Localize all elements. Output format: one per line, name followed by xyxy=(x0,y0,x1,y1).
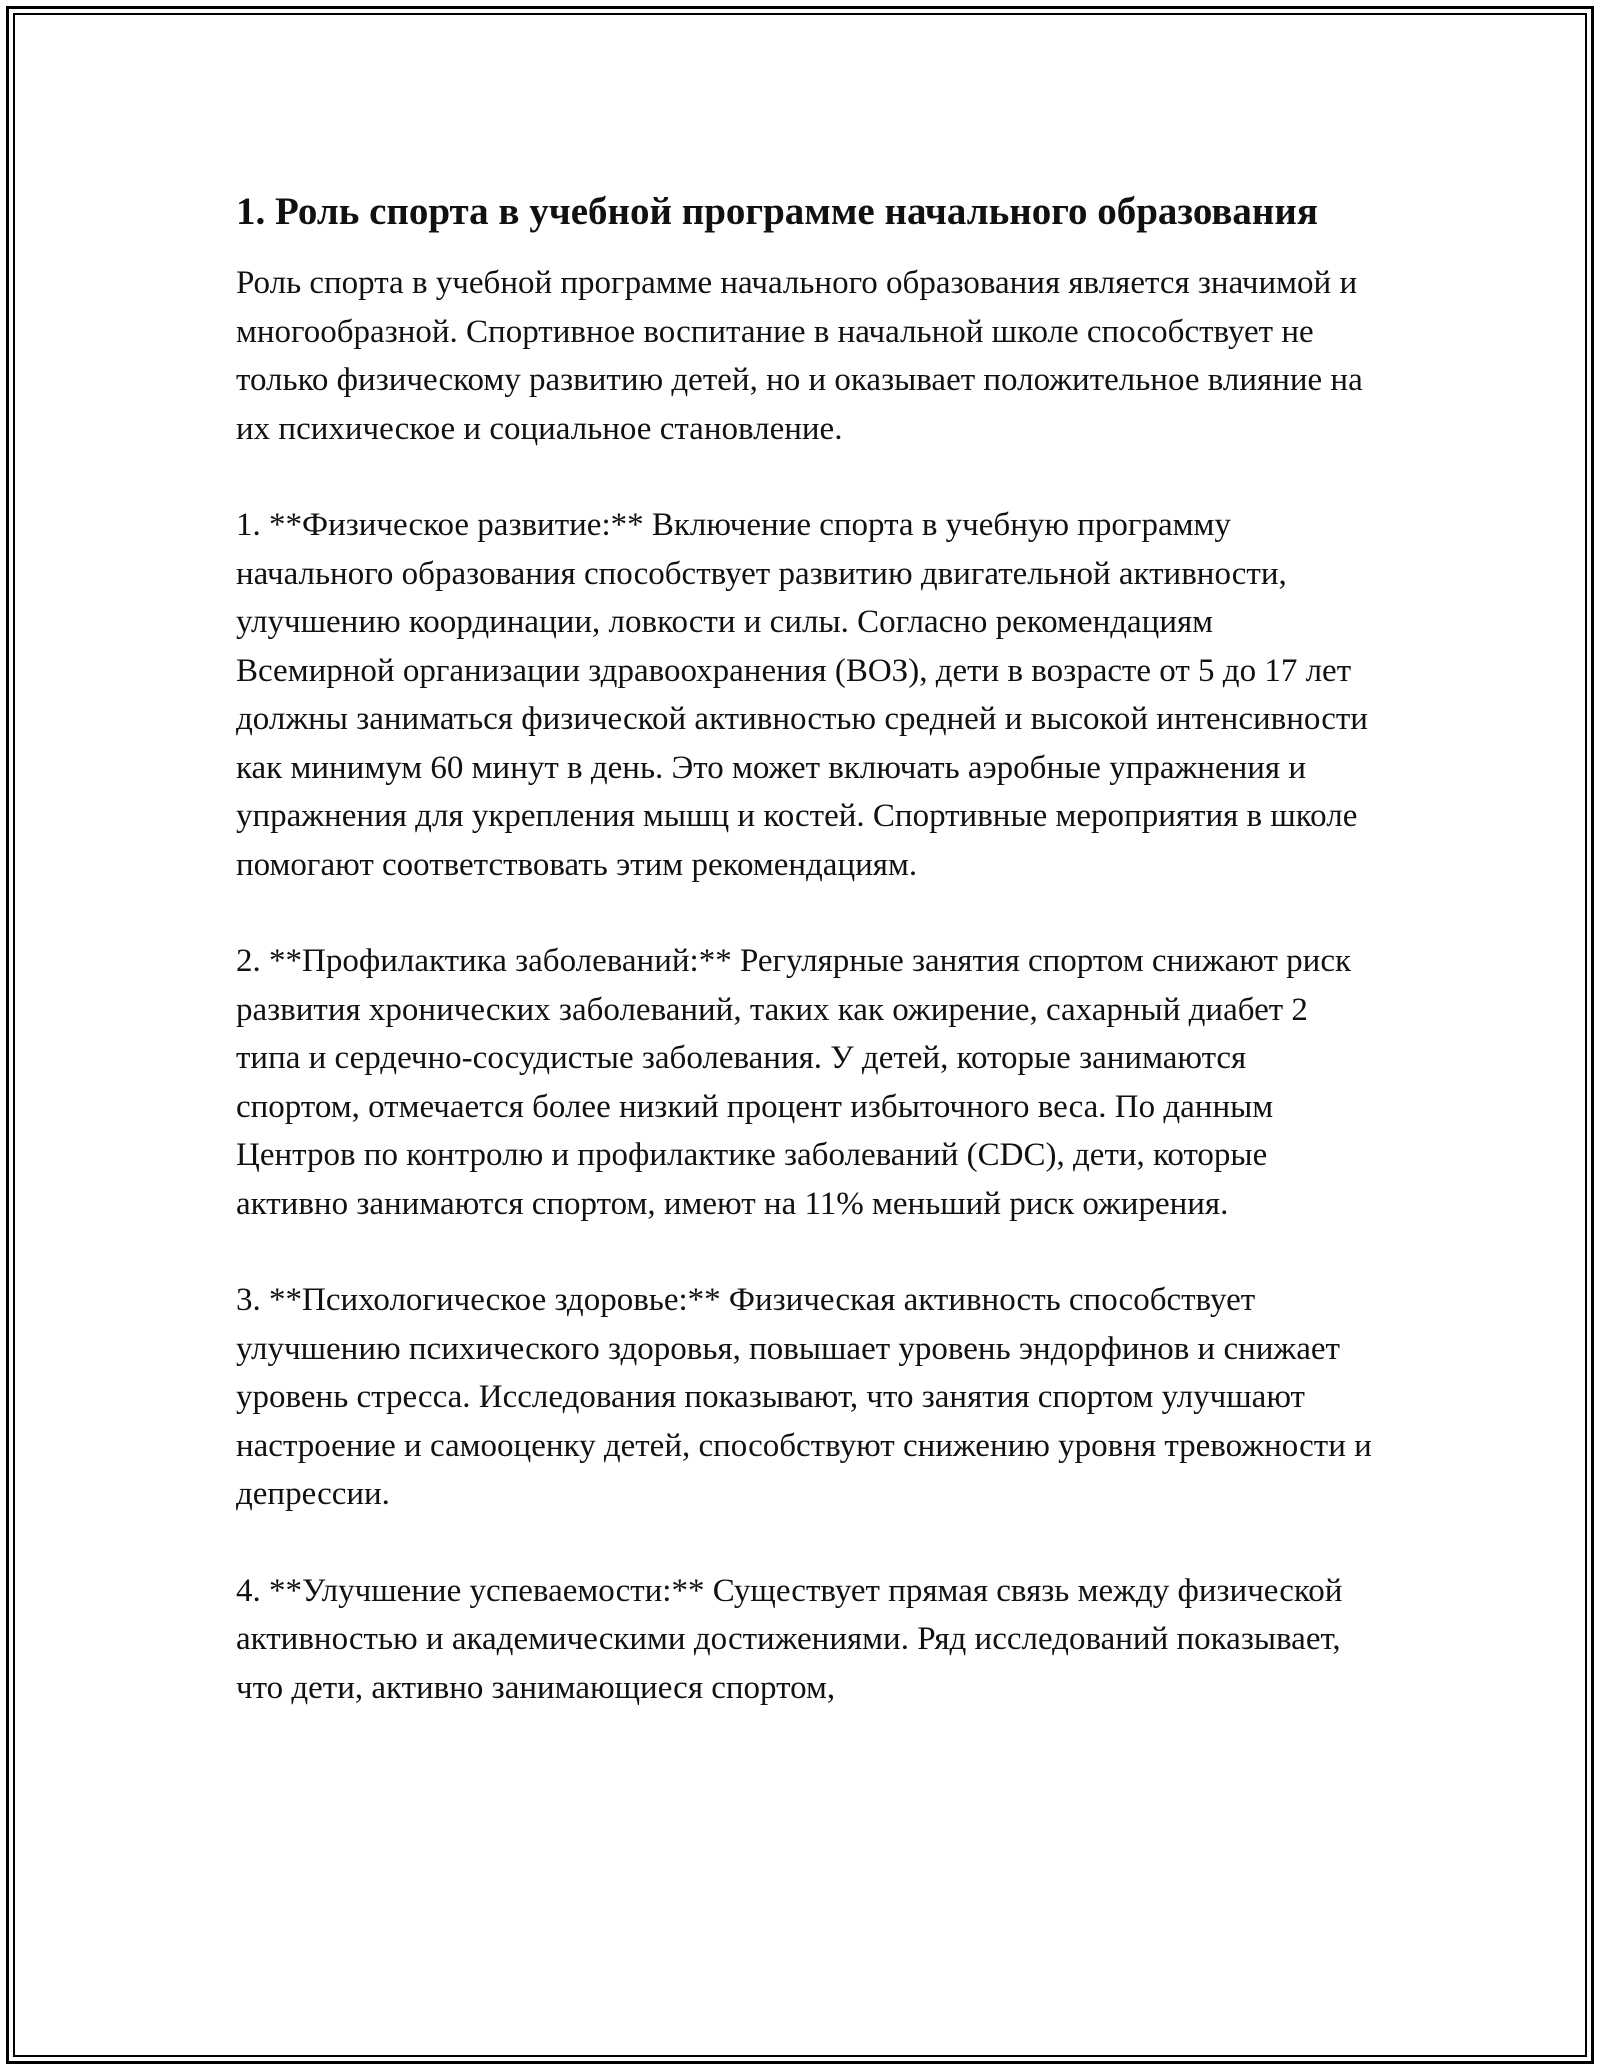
paragraph-disease-prevention: 2. **Профилактика заболеваний:** Регулярные занятия спортом снижают риск развития хронических заболеваний, таких как ожирение, сахарный диабет 2 типа и сердечно-сосудистые заболевания. У детей, которые занимаются спортом, отмечается более низкий процент избыточного веса. По данным Центров по контролю и профилактике заболеваний (CDC), дети, которые активно занимаются спортом, имеют на 11% меньший риск ожирения. xyxy=(236,943,1352,1222)
document-body xyxy=(236,184,1376,1760)
paragraph-psychological-health: 3. **Психологическое здоровье:** Физическая активность способствует улучшению психического здоровья, повышает уровень эндорфинов и снижает уровень стресса. Исследования показывают, что занятия спортом улучшают настроение и самооценку детей, способствуют снижению уровня тревожности и депрессии. xyxy=(236,1282,1372,1512)
paragraph-intro: Роль спорта в учебной программе начального образования является значимой и многообразной. Спортивное воспитание в начальной школе способствует не только физическому развитию детей, но и оказывает положительное влияние на их психическое и социальное становление. xyxy=(236,265,1363,447)
paragraph-academic-performance: 4. **Улучшение успеваемости:** Существует прямая связь между физической активностью и академическими достижениями. Ряд исследований показывает, что дети, активно занимающиеся спортом, xyxy=(236,1572,1343,1706)
document-title: 1. Роль спорта в учебной программе начального образования xyxy=(236,190,1318,233)
paragraph-physical-development: 1. **Физическое развитие:** Включение спорта в учебную программу начального образования способствует развитию двигательной активности, улучшению координации, ловкости и силы. Согласно рекомендациям Всемирной организации здравоохранения (ВОЗ), дети в возрасте от 5 до 17 лет должны заниматься физической активностью средней и высокой интенсивности как минимум 60 минут в день. Это может включать аэробные упражнения и упражнения для укрепления мышц и костей. Спортивные мероприятия в школе помогают соответствовать этим рекомендациям. xyxy=(236,507,1368,883)
